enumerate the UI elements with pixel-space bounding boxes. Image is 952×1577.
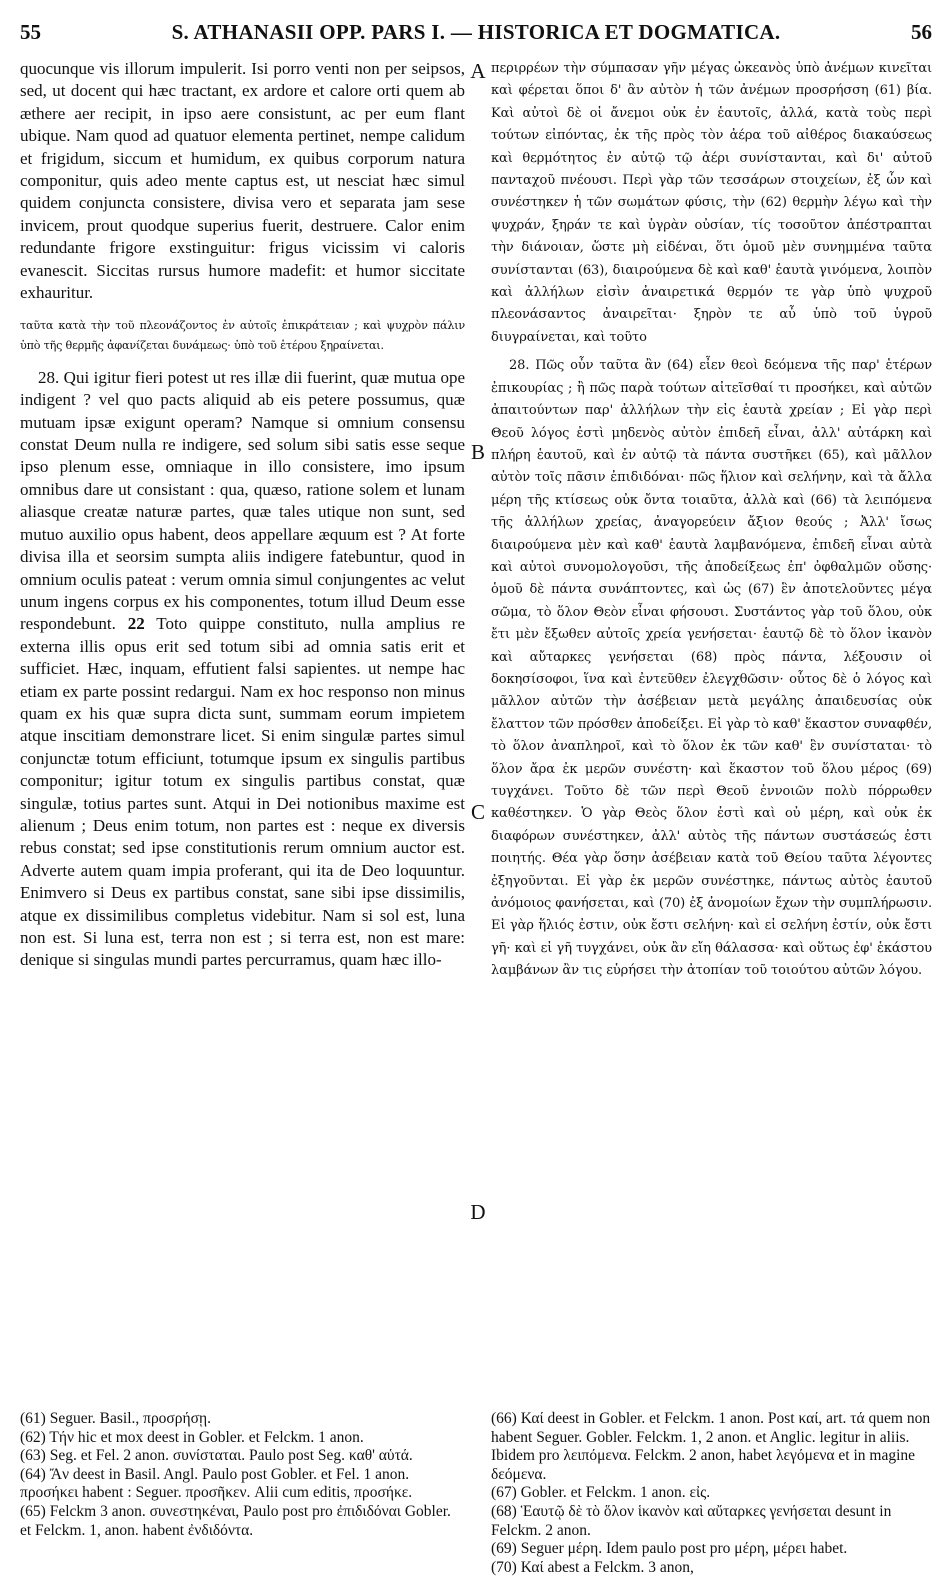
footnote: (69) Seguer μέρη. Idem paulo post pro μέρη, μέρει habet.	[491, 1540, 848, 1558]
footnotes-left	[20, 1410, 465, 1560]
page-header	[20, 20, 932, 44]
footnote: (67) Gobler. et Felckm. 1 anon. εἰς.	[491, 1484, 711, 1502]
latin-paragraph-28: 28. Qui igitur fieri potest ut res illæ dii fuerint, quæ mutua ope indigent ? vel quo pacts aliquid ab eis petere possumus, quæ mutuam ipsæ exigunt operam? Namque si omnium consensu constat Deum nulla re indigere, sed solum sibi satis esse seque ipso plenum esse, omniaque in illo consistere, imo ipsum omnibus dare ut consistant : qua, quæso, ratione solem et lunam aliasque creatæ naturæ partes, quæ tales utique non sunt, sed mutuo auxilio opus habent, deos appellare æquum est ? At forte divisa illa et seorsim sumpta aliis indigere fatebuntur, quod in omnium oculis pateat : verum omnia simul conjungentes ac velut unum ingens corpus ex his componentes, totum illud Deum esse respondebunt. 22 Toto quippe constituto, nulla amplius re externa illis opus erit sed totum sibi ad omnia satis erit et sufficiet. Hæc, inquam, effutient falsi sapientes. ut nempe hac etiam ex parte possint redargui. Nam ex hoc responso non minus quam ex his quæ supra dicta sunt, summam eorum impietem atque inscitiam demonstrare licet. Si enim singulæ partes simul conjunctæ totum efficiunt, totumque ipsum ex singulis partibus componitur; igitur totum ex singulis partibus constat, quæ singulæ, totius partes sunt. Atqui in Dei notionibus maxime est alienum ; Deus enim totum, non partes est : neque ex diversis rebus constat; sed ipse constitutionis rerum omnium auctor est. Adverte autem quam impia proferant, qui ita de Deo loquuntur. Enimvero si Deus ex partibus constat, sane sibi ipse dissimilis, atque ex dissimilibus completus videbitur. Nam si sol est, luna non est. Si luna est, terra non est ; si terra est, non est mare: denique si singulas mundi partes percurramus, quam hæc illo-	[20, 367, 466, 970]
greek-paragraph-28: 28. Πῶς οὖν ταῦτα ἂν (64) εἶεν θεοὶ δεόμενα τῆς παρ' ἑτέρων ἐπικουρίας ; ἢ πῶς παρὰ τούτων αἰτεῖσθαί τι προσήκει, καὶ αὐτῶν ἀπαιτούντων παρ' ἀλλήλων τὴν εἰς ἑαυτὰ χρείαν ; Εἰ γὰρ περὶ Θεοῦ λόγος ἐστὶ μηδενὸς αὐτὸν ἐπιδεῆ εἶναι, ἀλλ' αὐτάρκη καὶ πλήρη ἑαυτοῦ, καὶ ἐν αὐτῷ τὰ πάντα συστῆκει (65), καὶ μᾶλλον αὐτὸν τοῖς πᾶσιν ἐπιδιδόναι· πῶς ἥλιον καὶ σελήνην, καὶ τὰ ἄλλα μέρη τῆς κτίσεως οὐκ ὄντα τοιαῦτα, ἀλλὰ καὶ (66) τὰ λειπόμενα τῆς ἀλλήλων χρείας, ἀναγορεύειν ἄξιον θεούς ; Ἀλλ' ἴσως διαιρούμενα μὲν καὶ καθ' ἑαυτὰ λαμβανόμενα, ἐπιδεῆ εἶναι αὐτὰ καὶ αὐτοὶ συνομολογοῦσι, τῆς ἀποδείξεως ἐπ' ὀφθαλμῶν οὔσης· ὁμοῦ δὲ πάντα συνάπτοντες, καὶ ὡς (67) ἓν ἀποτελοῦντες μέγα σῶμα, τὸ ὅλον Θεὸν εἶναι φήσουσι. Συστάντος γὰρ τοῦ ὅλου, οὐκ ἔτι μὲν ἔξωθεν αὐτοῖς χρεία γενήσεται· ἑαυτῷ δὲ τὸ ὅλον ἱκανὸν καὶ αὔταρκες γενήσεται (68) πρὸς πάντα, λέξουσιν οἱ δοκησίσοφοι, ἵνα καὶ ἐντεῦθεν ἐλεγχθῶσιν· οὗτος δὲ ὁ λόγος καὶ μᾶλλον αὐτῶν τὴν ἀσέβειαν μετὰ μεγάλης ἀπαιδευσίας οὐκ ἔλαττον τῶν πρόσθεν ἀποδείξει. Εἰ γὰρ τὸ καθ' ἕκαστον συναφθέν, τὸ ὅλον ἀναπληροῖ, καὶ τὸ ὅλον ἐκ τῶν καθ' ἓν συνίσταται· τὸ ὅλον ἄρα ἐκ μερῶν συνέστη· καὶ ἕκαστον τοῦ ὅλου μέρος (69) τυγχάνει. Τοῦτο δὲ τῶν περὶ Θεοῦ ἐννοιῶν πολὺ πόρρωθεν καθέστηκεν. Ὁ γὰρ Θεὸς ὅλον ἐστὶ καὶ οὐ μέρη, καὶ οὐκ ἐκ διαφόρων συνέστηκεν, ἀλλ' αὐτὸς τῆς πάντων συστάσεώς ἐστι ποιητής. Θέα γὰρ ὅσην ἀσέβειαν κατὰ τοῦ Θείου ταῦτα λέγοντες ἐξηγοῦνται. Εἰ γὰρ ἐκ μερῶν συνέστηκε, πάντως αὐτὸς ἑαυτοῦ ἀνόμοιος φανήσεται, καὶ (70) ἐξ ἀνομοίων ἔχων τὴν συμπλήρωσιν. Εἰ γὰρ ἥλιός ἐστιν, οὐκ ἔστι σελήνη· καὶ εἰ σελήνη ἐστίν, οὐκ ἔστι γῆ· καὶ εἰ γῆ τυγχάνει, οὐκ ἂν εἴη θάλασσα· καὶ οὕτως ἐφ' ἑκάστου λαμβάνων ἂν τις εὑρήσει τὴν ἀτοπίαν τοῦ τοιούτου αὐτῶν λόγου.	[491, 358, 932, 979]
footnote: (68) Ἑαυτῷ δὲ τὸ ὅλον ἱκανὸν καὶ αὔταρκες γενήσεται desunt in Felckm. 2 anon.	[491, 1502, 892, 1539]
footnote: (61) Seguer. Basil., προσρήσῃ.	[20, 1410, 211, 1427]
margin-letter-b: B	[470, 440, 485, 464]
margin-letter-c: C	[470, 800, 485, 824]
margin-letter-a: A	[470, 59, 486, 83]
footnote: (66) Καί deest in Gobler. et Felckm. 1 anon. Post καί, art. τά quem non habent Seguer. Gobler. Felckm. 1, 2 anon. et Anglic. legitur in aliis. Ibidem pro λειπόμενα. Felckm. 2 anon, habet λεγόμενα et in magine δεόμενα.	[491, 1410, 931, 1483]
chapter-number: 22	[127, 614, 145, 634]
footnote: (65) Felckm 3 anon. συνεστηκέναι, Paulo post pro ἐπιδιδόναι Gobler. et Felckm. 1, anon. habent ἐνδιδόντα.	[20, 1502, 451, 1539]
greek-column	[491, 58, 932, 1403]
page-number-left: 55	[20, 20, 41, 44]
greek-quote: ταῦτα κατὰ τὴν τοῦ πλεονάζοντος ἐν αὐτοῖς ἐπικράτειαν ; καὶ ψυχρὸν πάλιν ὑπὸ τῆς θερμῆς ἀφανίζεται δυνάμεως· ὑπὸ τοῦ ἑτέρου ξηραίνεται.	[20, 318, 465, 352]
footnote: (64) Ἄν deest in Basil. Angl. Paulo post Gobler. et Fel. 1 anon. προσήκει habent : Seguer. προσῆκεν. Alii cum editis, προσήκε.	[20, 1465, 413, 1502]
footnote: (63) Seg. et Fel. 2 anon. συνίσταται. Paulo post Seg. καθ' αὑτά.	[20, 1447, 413, 1465]
footnote: (62) Τήν hic et mox deest in Gobler. et Felckm. 1 anon.	[20, 1428, 364, 1446]
footnotes-right	[491, 1410, 932, 1576]
footnote: (70) Καί abest a Felckm. 3 anon,	[491, 1558, 694, 1576]
page-number-right: 56	[911, 20, 932, 44]
latin-paragraph-1: quocunque vis illorum impulerit. Isi porro venti non per seipsos, sed, ut docent qui hæc tractant, ex ardore et calore orti quem ab æthere aer recipit, in ipso aere consistunt, ac per eum flant ubique. Nam quod ad quatuor elementa pertinet, nempe calidum et frigidum, siccum et humidum, ex quibus corporum natura componitur, quis adeo mente captus est, ut nesciat hæc simul quidem conjuncta consistere, divisa vero et separata jam sese invicem, prout quodque superius fuerit, destruere. Calor enim redundante frigore exstinguitur: frigus vicissim vi caloris evanescit. Siccitas rursus humore madefit: et humor siccitate exhauritur.	[20, 59, 465, 303]
margin-letter-d: D	[470, 1200, 486, 1224]
greek-paragraph-1: περιρρέων τὴν σύμπασαν γῆν μέγας ὠκεανὸς ὑπὸ ἀνέμων κινεῖται καὶ φέρεται ὅποι δ' ἂν αὐτὸν ἡ τῶν ἀνέμων προσρήσση (61) βία. Καὶ αὐτοὶ δὲ οἱ ἄνεμοι οὐκ ἐν ἑαυτοῖς, ἀλλά, κατὰ τοὺς περὶ τούτων εἰπόντας, ἐκ τῆς πρὸς τὸν ἀέρα τοῦ αἰθέρος διακαύσεως καὶ θερμότητος ἐν αὐτῷ τῷ ἀέρι συνίστανται, καὶ δι' αὐτοῦ πανταχοῦ πνέουσι. Περὶ γὰρ τῶν τεσσάρων στοιχείων, ἐξ ὧν καὶ συνέστηκεν ἡ τῶν σωμάτων φύσις, τὴν (62) θερμὴν λέγω καὶ τὴν ψυχράν, ξηράν τε καὶ ὑγρὰν οὐσίαν, τίς τοσοῦτον ἀπέστραπται τὴν διάνοιαν, ὥστε μὴ εἰδέναι, ὅτι ὁμοῦ μὲν συνημμένα ταῦτα συνίστανται (63), διαιρούμενα δὲ καὶ καθ' ἑαυτὰ γινόμενα, λοιπὸν καὶ ἀλλήλων εἰσὶν ἀναιρετικά θερμόν τε γὰρ ὑπὸ ψυχροῦ πλεονάσαντος ἀναιρεῖται· ξηρὸν τε αὖ ὑπὸ τοῦ ὑγροῦ διυγραίνεται, καὶ τοῦτο	[491, 61, 932, 345]
running-title: S. ATHANASII OPP. PARS I. — HISTORICA ET DOGMATICA.	[171, 20, 781, 44]
latin-column	[20, 58, 465, 1403]
